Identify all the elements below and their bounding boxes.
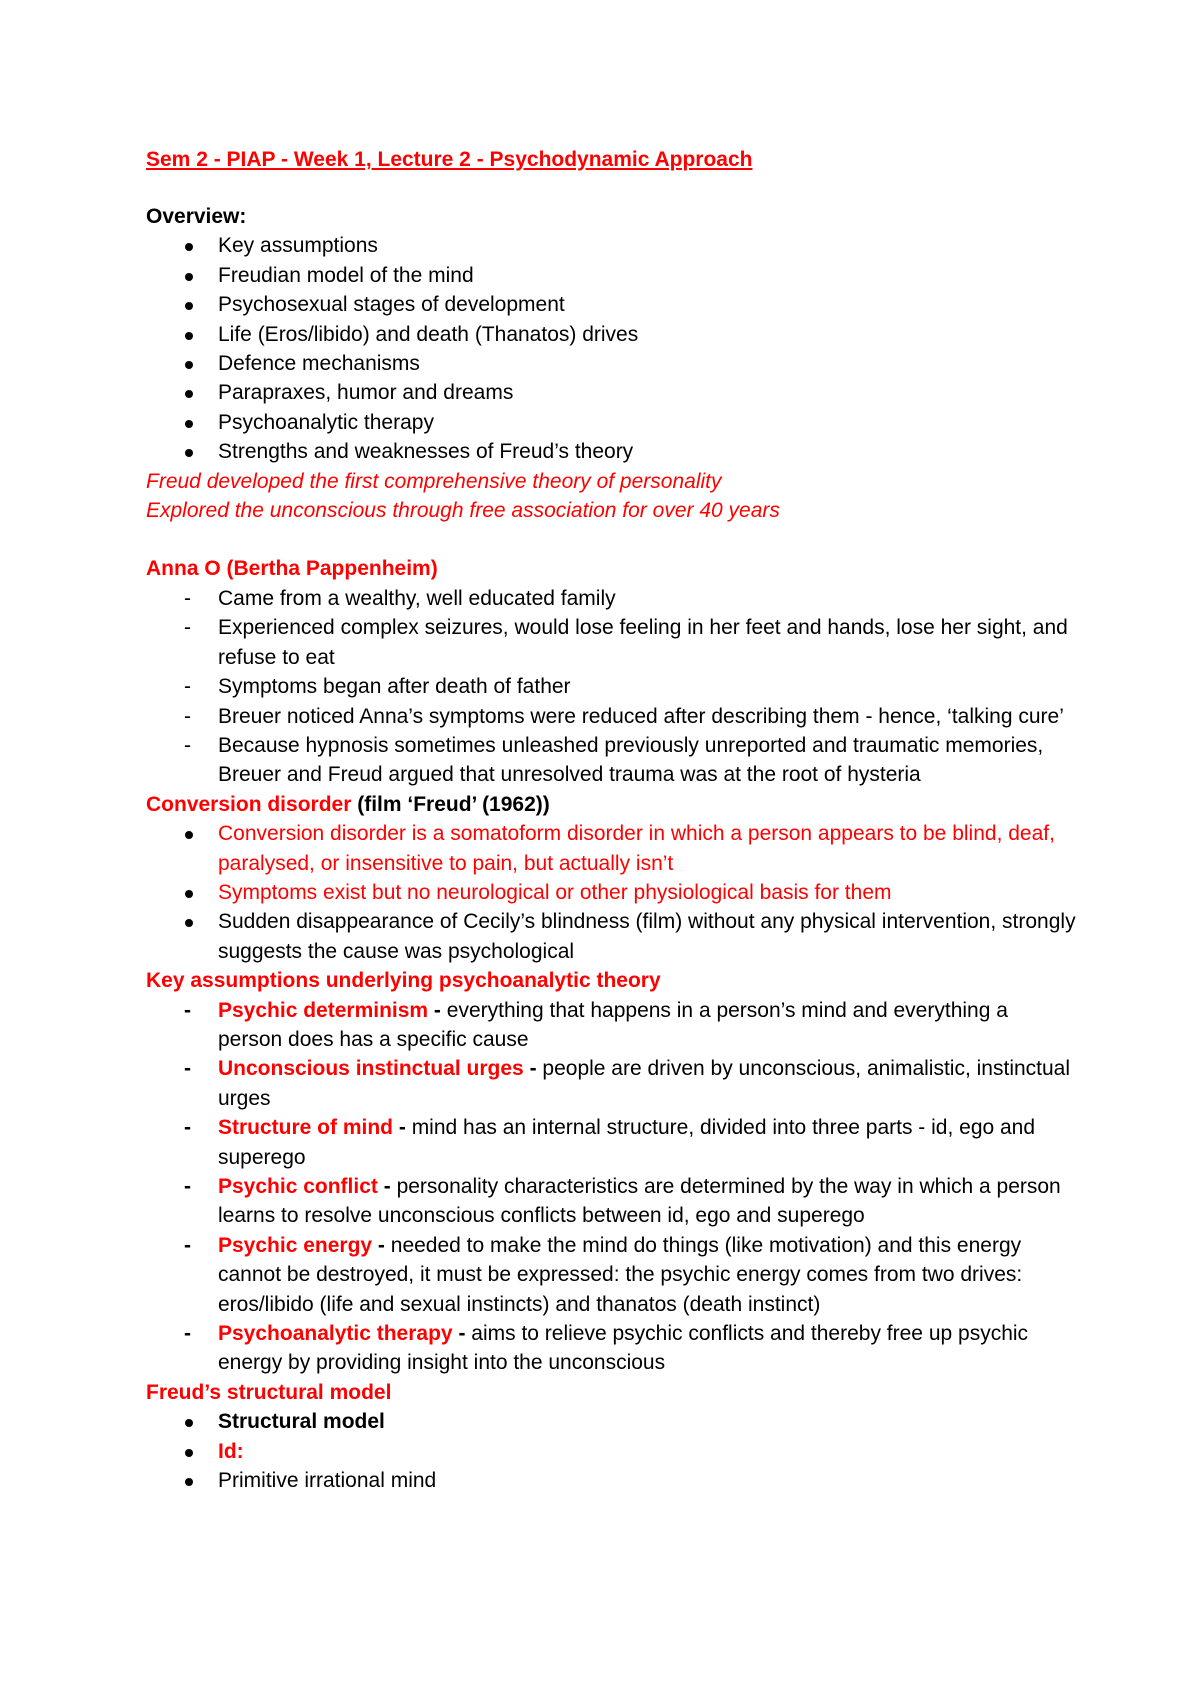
list-item: Defence mechanisms (146, 349, 1076, 378)
assumption-text: personality characteristics are determined by the way in which a person learns to resolve unconscious conflicts between id, ego and superego (218, 1175, 1061, 1228)
overview-heading: Overview: (146, 205, 247, 228)
assumption-term: Psychic conflict (218, 1175, 378, 1198)
list-item: Psychosexual stages of development (146, 290, 1076, 319)
assumption-text: aims to relieve psychic conflicts and thereby free up psychic energy by providing insight into the unconscious (218, 1322, 1029, 1375)
list-item: Life (Eros/libido) and death (Thanatos) drives (146, 320, 1076, 349)
assumption-term: Psychic energy (218, 1233, 373, 1257)
assumption-separator: - (452, 1322, 472, 1346)
conversion-list (146, 819, 1076, 966)
assumption-text: people are driven by unconscious, animalistic, instinctual urges (218, 1057, 1071, 1110)
assumptions-list (146, 996, 1076, 1378)
assumption-text: needed to make the mind do things (like motivation) and this energy cannot be destroyed, it must be expressed: the psychic energy comes from two drives: eros/libido (life and sexual instincts) and thanatos (death instinct) (218, 1233, 1023, 1316)
assumption-text: everything that happens in a person’s mind and everything a person does has a specific cause (218, 998, 1008, 1051)
list-item: Freudian model of the mind (146, 261, 1076, 290)
overview-note: Freud developed the first comprehensive theory of personality (146, 469, 722, 493)
list-item (146, 1231, 1076, 1319)
list-item: - Came from a wealthy, well educated family (146, 584, 1076, 613)
list-item: Strengths and weaknesses of Freud’s theory (146, 437, 1076, 466)
list-item: - Because hypnosis sometimes unleashed previously unreported and traumatic memories, Breuer and Freud argued that unresolved trauma was at the root of hysteria (146, 731, 1076, 790)
assumption-separator: - (393, 1116, 412, 1140)
list-item: Primitive irrational mind (146, 1466, 1076, 1495)
assumption-text: mind has an internal structure, divided into three parts - id, ego and superego (218, 1116, 1036, 1169)
document-title: Sem 2 - PIAP - Week 1, Lecture 2 - Psychodynamic Approach (146, 148, 753, 171)
assumption-term: Psychic determinism (218, 998, 429, 1022)
assumption-term: Unconscious instinctual urges (218, 1057, 524, 1081)
list-item: Id: (146, 1437, 1076, 1466)
assumption-separator: - (377, 1175, 397, 1198)
overview-list (146, 231, 1076, 466)
list-item (146, 996, 1076, 1055)
structural-heading: Freud’s structural model (146, 1380, 392, 1404)
list-item: - Breuer noticed Anna’s symptoms were reduced after describing them - hence, ‘talking cure’ (146, 702, 1076, 731)
conversion-heading-term: Conversion disorder (146, 792, 352, 816)
list-item (146, 1172, 1076, 1231)
list-item: - Experienced complex seizures, would lose feeling in her feet and hands, lose her sight, and refuse to eat (146, 613, 1076, 672)
assumption-term: Psychoanalytic therapy (218, 1322, 453, 1346)
assumption-term: Structure of mind (218, 1116, 394, 1140)
list-item: - Symptoms began after death of father (146, 672, 1076, 701)
list-item: Key assumptions (146, 231, 1076, 260)
assumption-separator: - (372, 1233, 391, 1257)
conversion-heading (146, 790, 1076, 819)
overview-note: Explored the unconscious through free association for over 40 years (146, 499, 780, 523)
assumption-separator: - (523, 1057, 543, 1081)
anna-o-list (146, 584, 1076, 790)
list-item: Parapraxes, humor and dreams (146, 378, 1076, 407)
assumptions-heading: Key assumptions underlying psychoanalytic theory (146, 969, 661, 993)
list-item: Conversion disorder is a somatoform disorder in which a person appears to be blind, deaf, paralysed, or insensitive to pain, but actually isn’t (146, 819, 1076, 878)
structural-list (146, 1407, 1076, 1495)
conversion-heading-film: (film ‘Freud’ (1962)) (351, 792, 550, 816)
document-page (146, 145, 1076, 1495)
list-item: Sudden disappearance of Cecily’s blindness (film) without any physical intervention, strongly suggests the cause was psychological (146, 907, 1076, 966)
anna-o-heading: Anna O (Bertha Pappenheim) (146, 557, 438, 581)
list-item (146, 1113, 1076, 1172)
spacer (146, 525, 1076, 554)
list-item: Structural model (146, 1407, 1076, 1436)
list-item (146, 1054, 1076, 1113)
list-item: Symptoms exist but no neurological or other physiological basis for them (146, 878, 1076, 907)
assumption-separator: - (428, 998, 447, 1022)
list-item (146, 1319, 1076, 1378)
list-item: Psychoanalytic therapy (146, 408, 1076, 437)
